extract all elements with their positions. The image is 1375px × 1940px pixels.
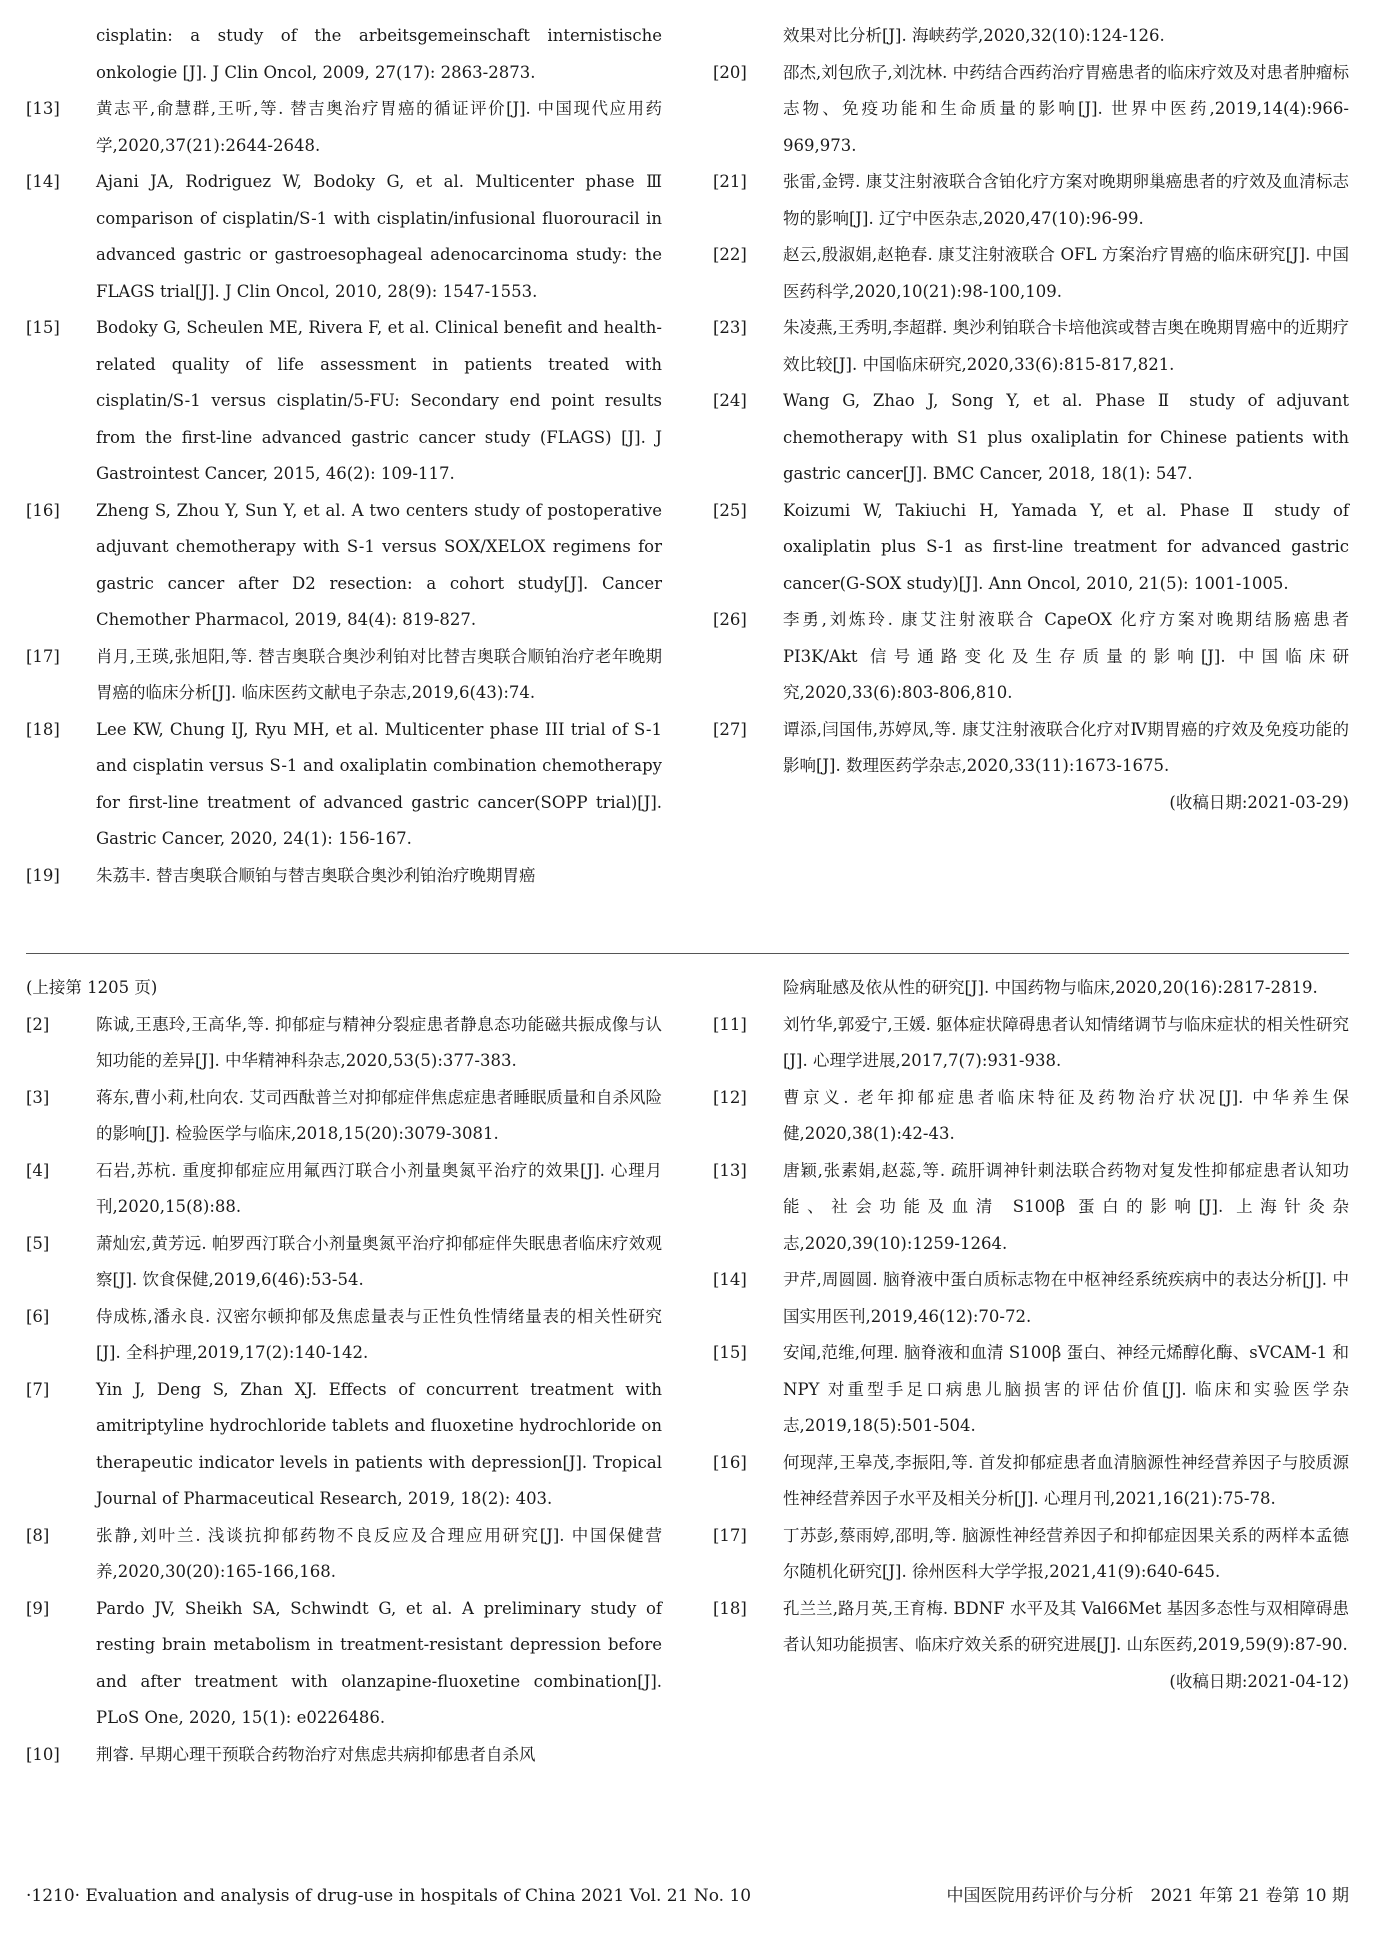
reference-number: [15] [26,318,60,337]
received-date: (收稿日期:2021-03-29) [1169,792,1349,812]
reference-number: [26] [713,610,747,629]
reference-text: Yin J, Deng S, Zhan XJ. Effects of concurrent treatment with amitriptyline hydrochloride tablets and fluoxetine hydrochloride on therapeutic indicator levels in patients with depression[J]. Tropical Journal of Pharmaceutical Research, 2019, 18(2): 403. [96,1379,662,1508]
reference-text: 曹京义. 老年抑郁症患者临床特征及药物治疗状况[J]. 中华养生保健,2020,38(1):42-43. [783,1087,1349,1143]
reference-entry [26,712,662,858]
reference-entry [26,639,662,712]
reference-text: 效果对比分析[J]. 海峡药学,2020,32(10):124-126. [783,26,1165,45]
reference-entry [26,1372,662,1518]
reference-text: 朱凌燕,王秀明,李超群. 奥沙利铂联合卡培他滨或替吉奥在晚期胃癌中的近期疗效比较[J]. 中国临床研究,2020,33(6):815-817,821. [783,318,1349,374]
reference-text: 侍成栋,潘永良. 汉密尔顿抑郁及焦虑量表与正性负性情绪量表的相关性研究[J]. 全科护理,2019,17(2):140-142. [96,1306,662,1362]
reference-text: 张雷,金锷. 康艾注射液联合含铂化疗方案对晚期卵巢癌患者的疗效及血清标志物的影响[J]. 辽宁中医杂志,2020,47(10):96-99. [783,172,1349,228]
reference-text: 安闻,范维,何理. 脑脊液和血清 S100β 蛋白、神经元烯醇化酶、sVCAM-1 和 NPY 对重型手足口病患儿脑损害的评估价值[J]. 临床和实验医学杂志,2019,18(5):501-504. [783,1343,1349,1435]
reference-number: [4] [26,1160,50,1180]
reference-entry [713,1591,1349,1664]
reference-entry [713,1153,1349,1263]
reference-entry [713,493,1349,603]
reference-number: [13] [26,99,60,118]
reference-entry [713,1262,1349,1335]
reference-entry [26,1226,662,1299]
reference-text: 丁苏彭,蔡雨婷,邵明,等. 脑源性神经营养因子和抑郁症因果关系的两样本孟德尔随机化研究[J]. 徐州医科大学学报,2021,41(9):640-645. [783,1525,1349,1581]
top-right-column [713,18,1349,821]
reference-text: 朱荔丰. 替吉奥联合顺铂与替吉奥联合奥沙利铂治疗晚期胃癌 [96,865,536,885]
reference-text: 谭添,闫国伟,苏婷凤,等. 康艾注射液联合化疗对Ⅳ期胃癌的疗效及免疫功能的影响[J]. 数理医药学杂志,2020,33(11):1673-1675. [783,719,1349,775]
section-divider [26,953,1349,954]
reference-number: [7] [26,1379,50,1399]
reference-text: 刘竹华,郭爱宁,王媛. 躯体症状障碍患者认知情绪调节与临床症状的相关性研究[J]. 心理学进展,2017,7(7):931-938. [783,1014,1349,1070]
reference-entry [26,1299,662,1372]
reference-number: [20] [713,62,747,82]
reference-entry [713,1518,1349,1591]
reference-text: 石岩,苏杭. 重度抑郁症应用氟西汀联合小剂量奥氮平治疗的效果[J]. 心理月刊,2020,15(8):88. [96,1160,662,1216]
reference-entry [26,1080,662,1153]
reference-number: [18] [713,1598,747,1618]
reference-text: Wang G, Zhao J, Song Y, et al. Phase Ⅱ study of adjuvant chemotherapy with S1 plus oxaliplatin for Chinese patients with gastric cancer[J]. BMC Cancer, 2018, 18(1): 547. [783,391,1349,483]
reference-entry [26,493,662,639]
reference-text: 蒋东,曹小莉,杜向农. 艾司西酞普兰对抑郁症伴焦虑症患者睡眠质量和自杀风险的影响[J]. 检验医学与临床,2018,15(20):3079-3081. [96,1087,662,1143]
reference-text: Bodoky G, Scheulen ME, Rivera F, et al. Clinical benefit and health-related quality of life assessment in patients treated with cisplatin/S-1 versus cisplatin/5-FU: Secondary end point results from the first-line advanced gastric cancer study (FLAGS) [J]. J Gastrointest Cancer, 2015, 46(2): 109-117. [96,318,662,483]
reference-entry [713,383,1349,493]
reference-number: [23] [713,318,747,337]
reference-number: [16] [713,1452,747,1472]
reference-entry [713,970,1349,1007]
reference-text: 萧灿宏,黄芳远. 帕罗西汀联合小剂量奥氮平治疗抑郁症伴失眠患者临床疗效观察[J]. 饮食保健,2019,6(46):53-54. [96,1233,662,1289]
reference-number: [22] [713,245,747,264]
reference-number: [11] [713,1014,747,1034]
reference-entry [26,1153,662,1226]
top-left-column [26,18,662,894]
reference-text: 赵云,殷淑娟,赵艳春. 康艾注射液联合 OFL 方案治疗胃癌的临床研究[J]. 中国医药科学,2020,10(21):98-100,109. [783,245,1349,301]
reference-entry [26,1518,662,1591]
reference-entry [713,55,1349,165]
reference-number: [2] [26,1014,50,1034]
reference-text: Zheng S, Zhou Y, Sun Y, et al. A two centers study of postoperative adjuvant chemotherapy with S-1 versus SOX/XELOX regimens for gastric cancer after D2 resection: a cohort study[J]. Cancer Chemother Pharmacol, 2019, 84(4): 819-827. [96,500,662,629]
reference-number: [17] [26,646,60,666]
bottom-right-column [713,970,1349,1700]
reference-number: [5] [26,1233,50,1253]
reference-entry [26,1007,662,1080]
reference-entry [713,310,1349,383]
reference-entry [713,18,1349,55]
footer-journal-chinese: 中国医院用药评价与分析 2021 年第 21 卷第 10 期 [946,1886,1349,1906]
reference-number: [13] [713,1160,747,1180]
reference-number: [14] [26,172,60,191]
reference-text: Ajani JA, Rodriguez W, Bodoky G, et al. Multicenter phase Ⅲ comparison of cisplatin/S-1 with cisplatin/infusional fluorouracil in advanced gastric or gastroesophageal adenocarcinoma study: the FLAGS trial[J]. J Clin Oncol, 2010, 28(9): 1547-1553. [96,172,662,301]
page-footer [26,1881,1349,1911]
reference-entry [713,1080,1349,1153]
reference-text: 李勇,刘炼玲. 康艾注射液联合 CapeOX 化疗方案对晚期结肠癌患者 PI3K/Akt 信号通路变化及生存质量的影响[J]. 中国临床研究,2020,33(6):803-806,810. [783,610,1349,702]
reference-entry [26,91,662,164]
reference-text: 孔兰兰,路月英,王育梅. BDNF 水平及其 Val66Met 基因多态性与双相障碍患者认知功能损害、临床疗效关系的研究进展[J]. 山东医药,2019,59(9):87-90. [783,1598,1349,1654]
reference-entry [26,1737,662,1774]
reference-number: [8] [26,1525,50,1545]
reference-number: [3] [26,1087,50,1107]
reference-number: [24] [713,391,747,410]
reference-text: 尹芹,周圆圆. 脑脊液中蛋白质标志物在中枢神经系统疾病中的表达分析[J]. 中国实用医刊,2019,46(12):70-72. [783,1270,1349,1326]
reference-text: 何现萍,王皋茂,李振阳,等. 首发抑郁症患者血清脑源性神经营养因子与胶质源性神经营养因子水平及相关分析[J]. 心理月刊,2021,16(21):75-78. [783,1452,1349,1508]
reference-text: 险病耻感及依从性的研究[J]. 中国药物与临床,2020,20(16):2817-2819. [783,978,1318,997]
reference-number: [15] [713,1343,747,1362]
reference-number: [27] [713,719,747,739]
reference-entry [713,164,1349,237]
reference-text: 邵杰,刘包欣子,刘沈林. 中药结合西药治疗胃癌患者的临床疗效及对患者肿瘤标志物、免疫功能和生命质量的影响[J]. 世界中医药,2019,14(4):966-969,973. [783,62,1349,155]
reference-text: 肖月,王瑛,张旭阳,等. 替吉奥联合奥沙利铂对比替吉奥联合顺铂治疗老年晚期胃癌的临床分析[J]. 临床医药文献电子杂志,2019,6(43):74. [96,646,662,702]
reference-number: [14] [713,1270,747,1289]
reference-number: [25] [713,500,747,520]
reference-number: [9] [26,1598,50,1618]
reference-entry [26,310,662,493]
reference-text: Koizumi W, Takiuchi H, Yamada Y, et al. Phase Ⅱ study of oxaliplatin plus S-1 as first-line treatment for advanced gastric cancer(G-SOX study)[J]. Ann Oncol, 2010, 21(5): 1001-1005. [783,500,1349,593]
reference-text: Pardo JV, Sheikh SA, Schwindt G, et al. A preliminary study of resting brain metabolism in treatment-resistant depression before and after treatment with olanzapine-fluoxetine combination[J]. PLoS One, 2020, 15(1): e0226486. [96,1598,662,1727]
reference-number: [21] [713,172,747,191]
reference-entry [26,1591,662,1737]
reference-number: [10] [26,1744,60,1764]
footer-journal-english: ·1210· Evaluation and analysis of drug-use in hospitals of China 2021 Vol. 21 No. 10 [26,1886,752,1906]
reference-text: Lee KW, Chung IJ, Ryu MH, et al. Multicenter phase III trial of S-1 and cisplatin versus S-1 and oxaliplatin combination chemotherapy for first-line treatment of advanced gastric cancer(SOPP trial)[J]. Gastric Cancer, 2020, 24(1): 156-167. [96,719,662,848]
received-date: (收稿日期:2021-04-12) [1169,1671,1349,1691]
bottom-left-column [26,970,662,1773]
reference-number: [18] [26,719,60,739]
reference-entry [26,164,662,310]
reference-entry [713,1335,1349,1445]
reference-text: 张静,刘叶兰. 浅谈抗抑郁药物不良反应及合理应用研究[J]. 中国保健营养,2020,30(20):165-166,168. [96,1525,662,1581]
reference-text: 陈诚,王惠玲,王高华,等. 抑郁症与精神分裂症患者静息态功能磁共振成像与认知功能的差异[J]. 中华精神科杂志,2020,53(5):377-383. [96,1014,662,1070]
reference-text: 唐颖,张素娟,赵蕊,等. 疏肝调神针刺法联合药物对复发性抑郁症患者认知功能、社会功能及血清 S100β 蛋白的影响[J]. 上海针灸杂志,2020,39(10):1259-1264. [783,1160,1349,1253]
continued-note: (上接第 1205 页) [26,978,158,997]
reference-number: [17] [713,1525,747,1545]
reference-number: [19] [26,865,60,885]
reference-text: 黄志平,俞慧群,王听,等. 替吉奥治疗胃癌的循证评价[J]. 中国现代应用药学,2020,37(21):2644-2648. [96,99,662,155]
reference-entry [713,602,1349,712]
reference-entry [713,712,1349,785]
reference-entry [713,1007,1349,1080]
reference-entry [26,858,662,895]
reference-entry [713,1445,1349,1518]
reference-number: [12] [713,1087,747,1107]
reference-text: cisplatin: a study of the arbeitsgemeinschaft internistische onkologie [J]. J Clin Oncol, 2009, 27(17): 2863-2873. [96,26,662,82]
reference-entry [713,237,1349,310]
reference-number: [6] [26,1306,50,1326]
reference-entry [26,18,662,91]
reference-text: 荆睿. 早期心理干预联合药物治疗对焦虑共病抑郁患者自杀风 [96,1744,536,1764]
reference-number: [16] [26,500,60,520]
